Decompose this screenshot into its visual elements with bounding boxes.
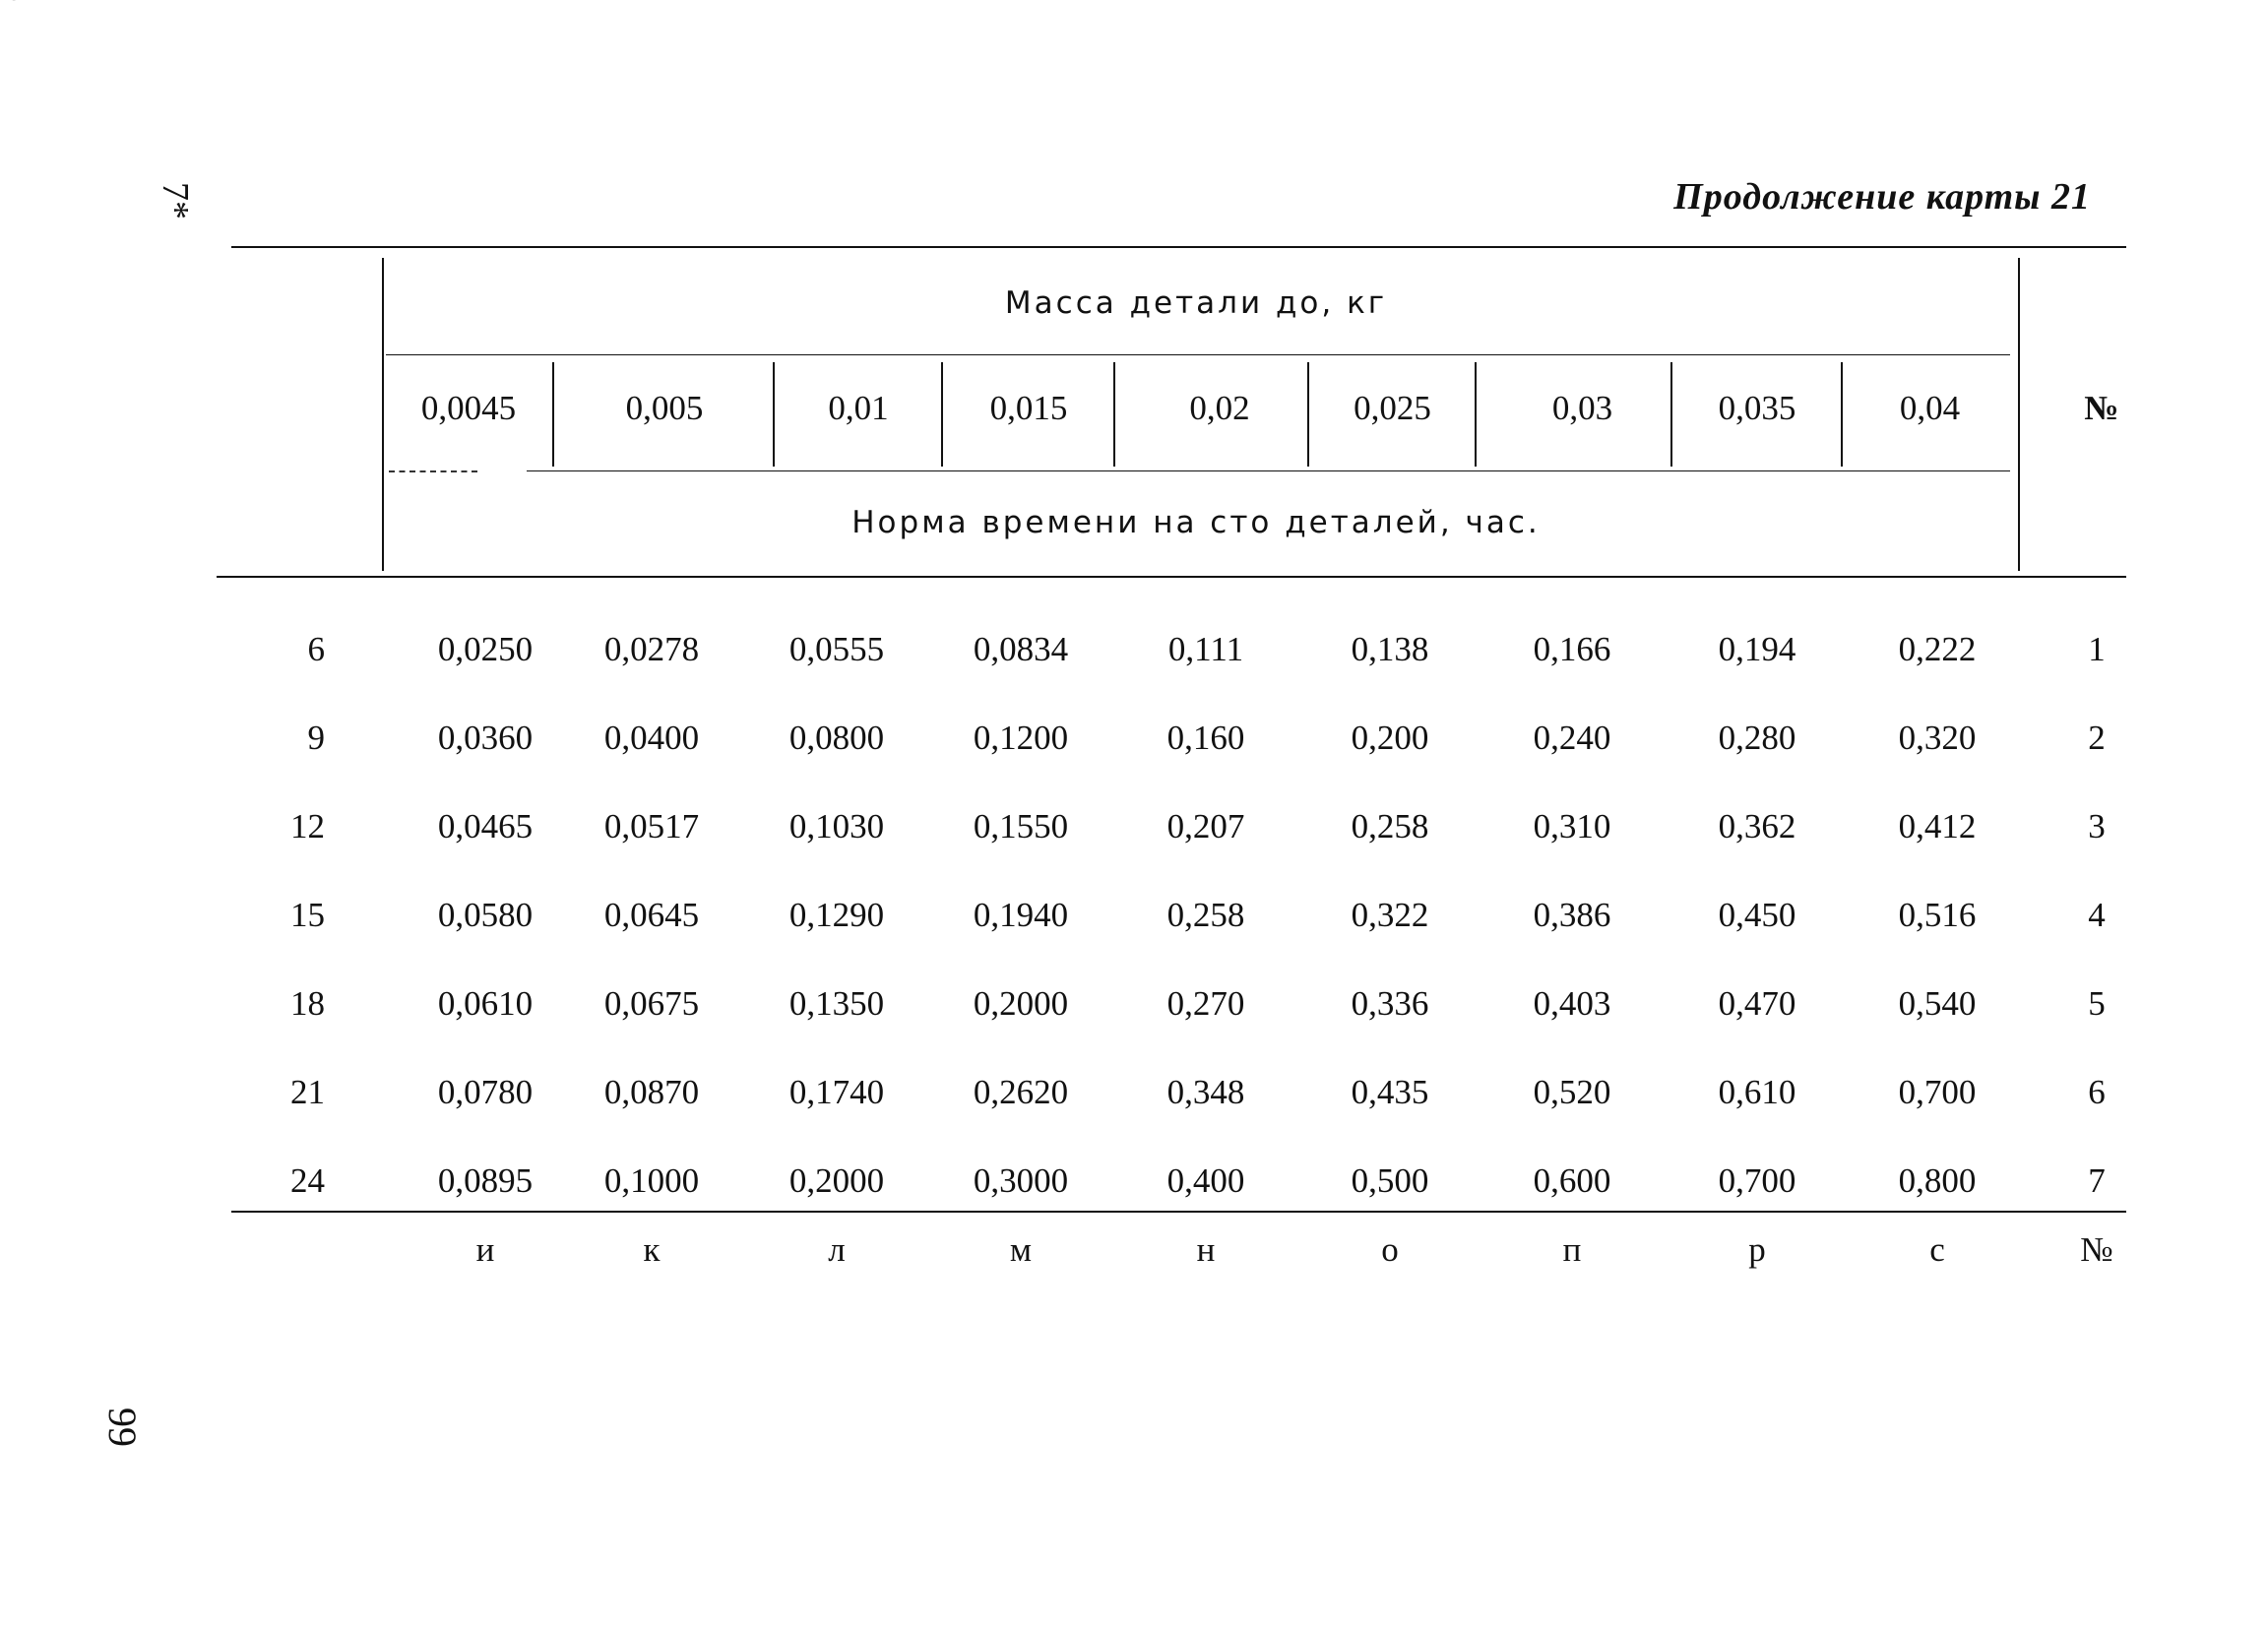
table-bottom-rule: [231, 1211, 2126, 1213]
mass-divider: [1307, 362, 1309, 467]
thickness-cell: 9: [307, 719, 325, 757]
norm-cell: 0,800: [1898, 1161, 1977, 1200]
column-code: р: [1748, 1230, 1766, 1269]
norm-cell: 0,310: [1533, 807, 1611, 845]
norm-cell: 0,0834: [973, 630, 1069, 668]
norm-cell: 0,600: [1533, 1161, 1611, 1200]
column-code: о: [1381, 1230, 1399, 1269]
table-top-rule: [231, 246, 2126, 248]
norm-cell: 0,200: [1351, 719, 1429, 757]
row-number: 2: [2088, 719, 2106, 757]
number-header: №: [2084, 389, 2119, 427]
norm-cell: 0,400: [1166, 1161, 1245, 1200]
norm-cell: 0,362: [1718, 807, 1796, 845]
norm-cell: 0,520: [1533, 1073, 1611, 1111]
norm-cell: 0,0675: [603, 984, 700, 1023]
norm-cell: 0,540: [1898, 984, 1977, 1023]
mass-value: 0,015: [989, 389, 1068, 427]
norm-cell: 0,386: [1533, 896, 1611, 934]
row-number: 6: [2088, 1073, 2106, 1111]
row-number: 1: [2088, 630, 2106, 668]
norm-cell: 0,0517: [603, 807, 700, 845]
norm-cell: 0,0360: [437, 719, 534, 757]
mass-value: 0,0045: [420, 389, 517, 427]
header-right-divider: [2018, 258, 2020, 571]
mass-value: 0,04: [1899, 389, 1961, 427]
mass-values-rule: [527, 470, 2010, 471]
norm-cell: 0,2620: [973, 1073, 1069, 1111]
column-code: и: [475, 1230, 495, 1269]
norm-header: Норма времени на сто деталей, час.: [851, 505, 1541, 540]
norm-cell: 0,1290: [788, 896, 885, 934]
mass-divider: [1113, 362, 1115, 467]
norm-cell: 0,700: [1718, 1161, 1796, 1200]
norm-cell: 0,258: [1351, 807, 1429, 845]
norm-cell: 0,1740: [788, 1073, 885, 1111]
mass-value: 0,01: [828, 389, 889, 427]
continuation-title: Продолжение карты 21: [1673, 176, 2091, 218]
norm-cell: 0,138: [1351, 630, 1429, 668]
column-code: л: [828, 1230, 846, 1269]
norm-cell: 0,2000: [788, 1161, 885, 1200]
norm-cell: 0,0895: [437, 1161, 534, 1200]
norm-cell: 0,610: [1718, 1073, 1796, 1111]
norm-cell: 0,1030: [788, 807, 885, 845]
norm-cell: 0,111: [1167, 630, 1244, 668]
dashed-rule: [389, 470, 477, 472]
norm-cell: 0,0610: [437, 984, 534, 1023]
mass-subheader-rule: [386, 354, 2010, 355]
row-number: 5: [2088, 984, 2106, 1023]
mass-divider: [941, 362, 943, 467]
column-code: с: [1929, 1230, 1945, 1269]
norm-cell: 0,450: [1718, 896, 1796, 934]
sheet-mark: 7*: [155, 182, 196, 219]
norm-cell: 0,1200: [973, 719, 1069, 757]
norm-cell: 0,516: [1898, 896, 1977, 934]
mass-divider: [552, 362, 554, 467]
mass-value: 0,005: [625, 389, 704, 427]
norm-cell: 0,348: [1166, 1073, 1245, 1111]
norm-cell: 0,240: [1533, 719, 1611, 757]
norm-cell: 0,0780: [437, 1073, 534, 1111]
norm-cell: 0,322: [1351, 896, 1429, 934]
row-number: 7: [2088, 1161, 2106, 1200]
norm-cell: 0,0870: [603, 1073, 700, 1111]
norm-cell: 0,1000: [603, 1161, 700, 1200]
norm-cell: 0,2000: [973, 984, 1069, 1023]
norm-cell: 0,0465: [437, 807, 534, 845]
thickness-cell: 21: [290, 1073, 325, 1111]
thickness-cell: 24: [290, 1161, 325, 1200]
thickness-cell: 18: [290, 984, 325, 1023]
mass-value: 0,03: [1551, 389, 1613, 427]
norm-cell: 0,320: [1898, 719, 1977, 757]
column-code: п: [1562, 1230, 1582, 1269]
norm-cell: 0,500: [1351, 1161, 1429, 1200]
mass-value: 0,02: [1189, 389, 1250, 427]
norm-cell: 0,0250: [437, 630, 534, 668]
norm-cell: 0,1940: [973, 896, 1069, 934]
norm-cell: 0,207: [1166, 807, 1245, 845]
thickness-cell: 12: [290, 807, 325, 845]
mass-divider: [1475, 362, 1477, 467]
norm-cell: 0,0555: [788, 630, 885, 668]
norm-cell: 0,403: [1533, 984, 1611, 1023]
norm-cell: 0,194: [1718, 630, 1796, 668]
thickness-cell: 6: [307, 630, 325, 668]
norm-cell: 0,166: [1533, 630, 1611, 668]
mass-divider: [1841, 362, 1843, 467]
footer-number-label: №: [2080, 1230, 2113, 1269]
norm-cell: 0,412: [1898, 807, 1977, 845]
row-number: 4: [2088, 896, 2106, 934]
thickness-cell: 15: [290, 896, 325, 934]
mass-header: Масса детали до, кг: [1004, 285, 1388, 321]
norm-cell: 0,0580: [437, 896, 534, 934]
row-number: 3: [2088, 807, 2106, 845]
norm-cell: 0,470: [1718, 984, 1796, 1023]
norm-cell: 0,336: [1351, 984, 1429, 1023]
norm-cell: 0,0400: [603, 719, 700, 757]
norm-cell: 0,0800: [788, 719, 885, 757]
norm-cell: 0,1350: [788, 984, 885, 1023]
norm-cell: 0,160: [1166, 719, 1245, 757]
norm-cell: 0,270: [1166, 984, 1245, 1023]
column-code: н: [1196, 1230, 1216, 1269]
column-code: к: [643, 1230, 661, 1269]
column-code: м: [1009, 1230, 1033, 1269]
mass-value: 0,035: [1718, 389, 1796, 427]
norm-cell: 0,280: [1718, 719, 1796, 757]
page-number: 99: [100, 1408, 145, 1447]
norm-cell: 0,1550: [973, 807, 1069, 845]
norm-cell: 0,0278: [603, 630, 700, 668]
norm-cell: 0,700: [1898, 1073, 1977, 1111]
mass-value: 0,025: [1354, 389, 1431, 427]
header-bottom-rule: [217, 576, 2126, 578]
mass-divider: [773, 362, 775, 467]
mass-divider: [1670, 362, 1672, 467]
norm-cell: 0,258: [1166, 896, 1245, 934]
norm-cell: 0,435: [1351, 1073, 1429, 1111]
norm-cell: 0,0645: [603, 896, 700, 934]
norm-cell: 0,3000: [973, 1161, 1069, 1200]
norm-cell: 0,222: [1898, 630, 1977, 668]
